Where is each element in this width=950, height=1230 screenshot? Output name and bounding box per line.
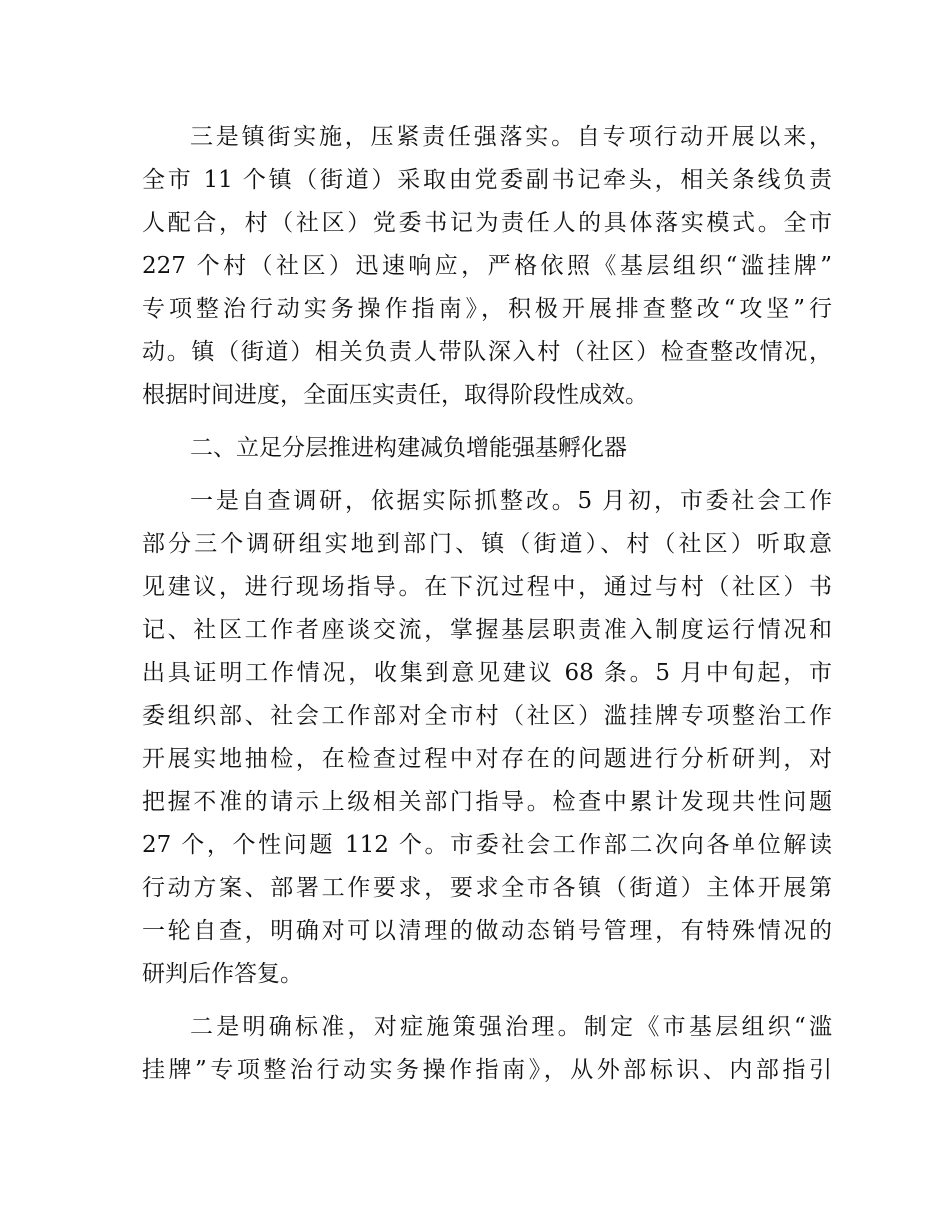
text-line: 27 个，个性问题 112 个。市委社会工作部二次向各单位解读 bbox=[142, 832, 832, 858]
text-line: 二、立足分层推进构建减负增能强基孵化器 bbox=[190, 435, 627, 461]
text-line: 动。镇（街道）相关负责人带队深入村（社区）检查整改情况， bbox=[142, 339, 832, 365]
text-line: 挂牌”专项整治行动实务操作指南》，从外部标识、内部指引 bbox=[142, 1057, 832, 1083]
text-line: 见建议，进行现场指导。在下沉过程中，通过与村（社区）书 bbox=[142, 574, 832, 600]
text-line: 一轮自查，明确对可以清理的做动态销号管理，有特殊情况的 bbox=[142, 918, 832, 944]
text-line: 全市 11 个镇（街道）采取由党委副书记牵头，相关条线负责 bbox=[142, 167, 832, 193]
document-page bbox=[142, 116, 832, 1102]
text-line: 把握不准的请示上级相关部门指导。检查中累计发现共性问题 bbox=[142, 789, 832, 815]
text-line: 一是自查调研，依据实际抓整改。5 月初，市委社会工作 bbox=[190, 488, 832, 514]
section-heading bbox=[142, 427, 832, 470]
text-line: 专项整治行动实务操作指南》，积极开展排查整改“攻坚”行 bbox=[142, 296, 832, 322]
text-line: 三是镇街实施，压紧责任强落实。自专项行动开展以来， bbox=[190, 124, 832, 150]
text-line: 出具证明工作情况，收集到意见建议 68 条。5 月中旬起，市 bbox=[142, 660, 832, 686]
text-line: 行动方案、部署工作要求，要求全市各镇（街道）主体开展第 bbox=[142, 875, 832, 901]
text-line: 227 个村（社区）迅速响应，严格依照《基层组织“滥挂牌” bbox=[142, 253, 832, 279]
text-line: 开展实地抽检，在检查过程中对存在的问题进行分析研判，对 bbox=[142, 746, 832, 772]
text-line: 委组织部、社会工作部对全市村（社区）滥挂牌专项整治工作 bbox=[142, 703, 832, 729]
paragraph bbox=[142, 116, 832, 417]
text-line: 部分三个调研组实地到部门、镇（街道）、村（社区）听取意 bbox=[142, 531, 832, 557]
paragraph bbox=[142, 480, 832, 996]
text-line: 记、社区工作者座谈交流，掌握基层职责准入制度运行情况和 bbox=[142, 617, 832, 643]
text-line: 二是明确标准，对症施策强治理。制定《市基层组织“滥 bbox=[190, 1014, 832, 1040]
text-line: 根据时间进度，全面压实责任，取得阶段性成效。 bbox=[142, 382, 648, 408]
paragraph bbox=[142, 1006, 832, 1092]
text-line: 研判后作答复。 bbox=[142, 961, 303, 987]
text-line: 人配合，村（社区）党委书记为责任人的具体落实模式。全市 bbox=[142, 210, 832, 236]
